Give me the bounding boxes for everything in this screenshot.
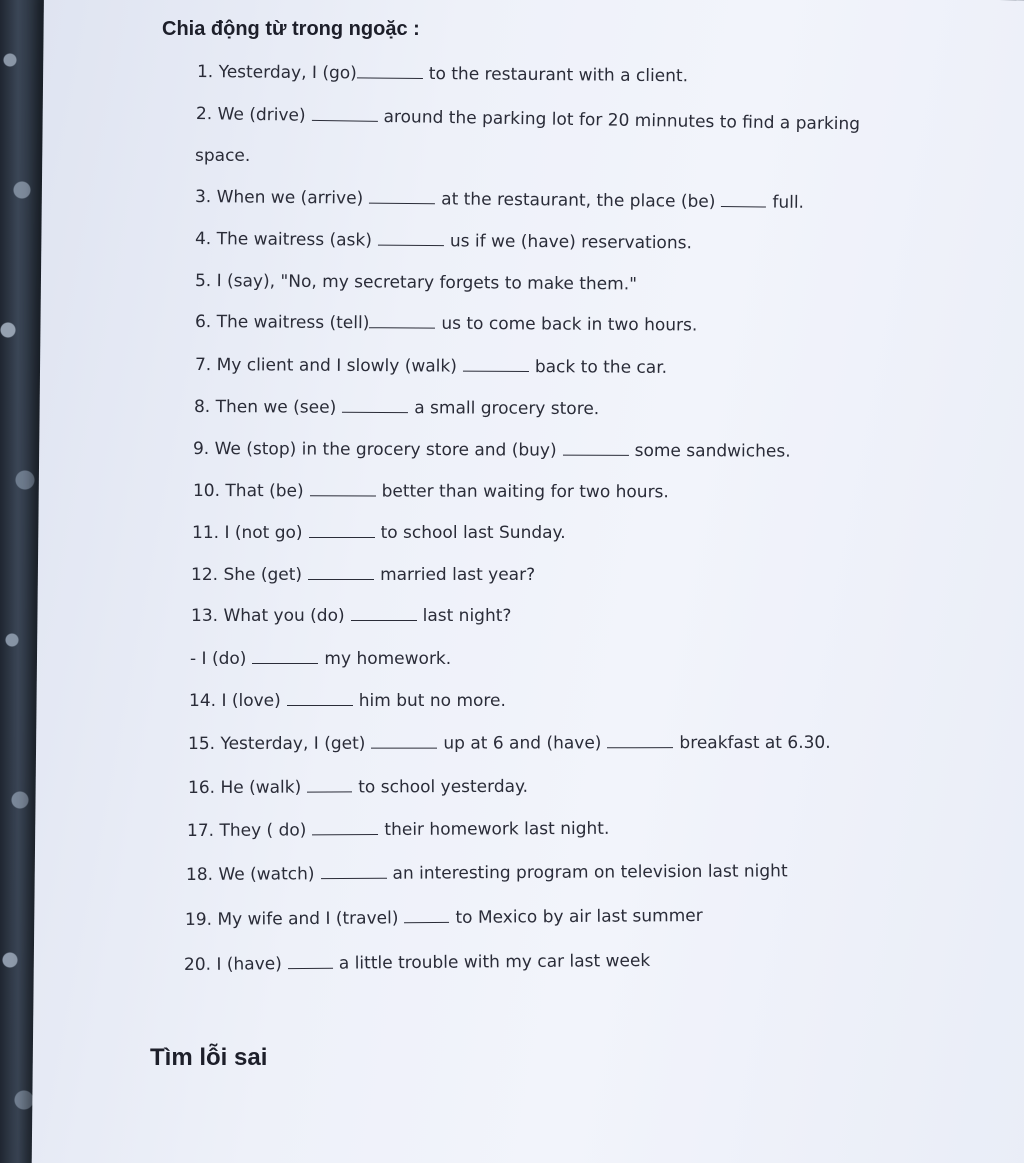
answer-blank [342,398,408,413]
exercise-prompt: 17. They ( do) [186,820,307,841]
exercise-text: us to come back in two hours. [441,313,698,336]
exercise-prompt: 4. The waitress (ask) [194,229,373,251]
answer-blank [369,189,435,205]
exercise-prompt: 16. He (walk) [187,777,302,798]
exercise-16 [188,777,528,798]
exercise-13-answer [190,649,451,669]
exercise-prompt: 7. My client and I slowly (walk) [194,355,457,377]
answer-blank [307,777,352,792]
exercise-15 [188,733,831,754]
exercise-text: to the restaurant with a client. [428,64,689,87]
exercise-text: a little trouble with my car last week [338,950,651,974]
exercise-text: married last year? [380,565,536,585]
answer-blank [463,357,529,372]
answer-blank [369,313,435,328]
exercise-text: around the parking lot for 20 minnutes to find a parking [383,106,861,135]
exercise-14 [189,691,506,711]
answer-blank [378,231,444,247]
answer-blank [563,441,629,456]
exercise-text: him but no more. [358,691,506,711]
answer-blank [404,908,449,923]
exercise-text: an interesting program on television last night [392,861,788,884]
exercise-text: a small grocery store. [414,398,600,420]
section-title: Tìm lỗi sai [150,1044,268,1071]
exercise-prompt: 19. My wife and I (travel) [184,908,399,930]
exercise-2-continuation [195,146,250,166]
answer-blank [252,649,318,664]
exercise-text: to Mexico by air last summer [455,905,703,928]
exercise-prompt: 14. I (love) [189,691,281,711]
exercise-text: some sandwiches. [634,440,791,462]
exercise-8 [194,397,599,419]
exercise-prompt: 13. What you (do) [191,606,345,626]
answer-blank [309,523,375,538]
exercise-9 [193,439,791,462]
answer-blank [312,106,378,122]
exercise-text: my homework. [324,649,452,669]
answer-blank [371,734,437,749]
exercise-text: breakfast at 6.30. [679,732,831,754]
exercise-17 [187,819,609,841]
exercise-text: their homework last night. [384,818,610,840]
exercise-13 [191,606,511,626]
exercise-prompt: 9. We (stop) in the grocery store and (buy) [192,439,557,461]
answer-blank [312,820,378,835]
answer-blank [288,954,333,969]
exercise-5 [195,271,637,294]
exercise-text: us if we (have) reservations. [449,231,692,254]
exercise-text: full. [772,192,805,213]
answer-blank [310,481,376,496]
exercise-text: space. [195,146,251,166]
answer-blank [607,733,673,748]
exercise-6 [195,312,697,336]
exercise-text: back to the car. [534,357,668,378]
exercise-prompt: 11. I (not go) [192,523,303,543]
answer-blank [357,63,423,79]
worksheet-title: Chia động từ trong ngoặc : [162,18,420,40]
exercise-19 [185,906,703,930]
answer-blank [320,864,386,879]
exercise-20 [184,951,650,975]
exercise-prompt: 12. She (get) [191,565,303,585]
exercise-text: at the restaurant, the place (be) [441,189,716,212]
exercise-10 [193,481,669,502]
exercise-text: to school yesterday. [358,776,529,798]
exercise-text: 5. I (say), "No, my secretary forgets to make them." [194,271,638,295]
answer-blank [351,606,417,621]
exercise-18 [186,861,788,885]
exercise-1 [197,62,688,86]
exercise-prompt: 18. We (watch) [185,864,315,885]
exercise-prompt: 8. Then we (see) [193,397,337,418]
exercise-text: better than waiting for two hours. [381,481,669,503]
exercise-text: last night? [422,606,512,626]
exercise-prompt: 10. That (be) [192,481,304,502]
exercise-12 [191,565,535,585]
answer-blank [721,192,766,207]
exercise-text: up at 6 and (have) [443,733,602,754]
exercise-11 [192,523,566,543]
exercise-prompt: 3. When we (arrive) [194,187,364,209]
exercise-prompt: - I (do) [190,649,247,669]
exercise-prompt: 1. Yesterday, I (go) [196,62,357,84]
exercise-prompt: 20. I (have) [183,954,282,975]
exercise-7 [195,355,667,378]
answer-blank [287,691,353,706]
exercise-text: to school last Sunday. [380,523,566,543]
answer-blank [308,565,374,580]
exercise-prompt: 15. Yesterday, I (get) [187,733,366,754]
exercise-prompt: 2. We (drive) [195,104,306,126]
exercise-prompt: 6. The waitress (tell) [194,312,370,334]
